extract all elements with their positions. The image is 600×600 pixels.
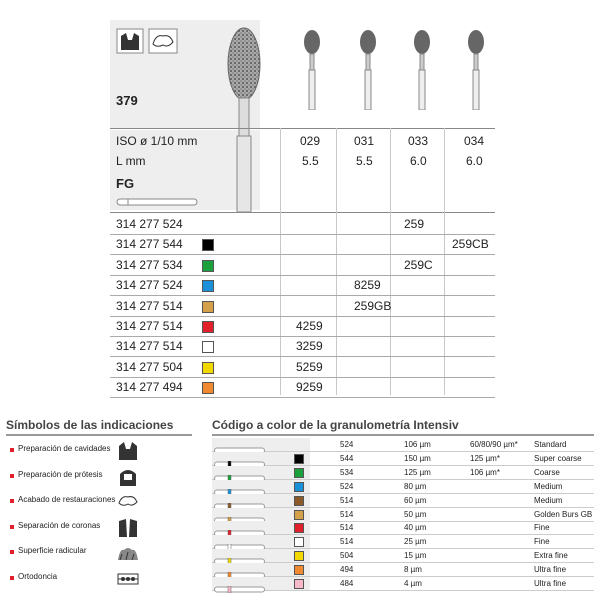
grit-size: 25 µm: [404, 537, 427, 547]
iso-value: 031: [354, 134, 375, 148]
cavity-icon: [116, 28, 144, 54]
iso-value: 029: [300, 134, 321, 148]
bur-shank-icon: [214, 455, 266, 462]
iso-label: ISO ø 1/10 mm: [116, 134, 198, 148]
length-value: 5.5: [356, 154, 373, 168]
product-number: 379: [116, 93, 138, 108]
crown-separation-icon: [116, 515, 140, 539]
grit-color-swatch: [294, 496, 304, 506]
grit-size: 125 µm: [404, 467, 431, 477]
grit-name: Golden Burs GB: [534, 509, 593, 519]
bur-shank-icon: [214, 441, 266, 448]
bullet-icon: [10, 525, 14, 529]
grit-note: 125 µm*: [470, 453, 500, 463]
bur-shank-icon: [214, 511, 266, 518]
product-ref: 314 277 504: [116, 359, 183, 374]
grit-color-swatch: [294, 579, 304, 589]
color-swatch: [202, 260, 214, 272]
grit-color-swatch: [294, 537, 304, 547]
grit-color-swatch: [294, 468, 304, 478]
grit-size: 150 µm: [404, 453, 431, 463]
product-code: 259GB: [354, 298, 392, 313]
color-swatch: [202, 239, 214, 251]
grit-code: 524: [340, 481, 354, 491]
bur-drawing-029: [302, 30, 322, 110]
grit-color-swatch: [294, 510, 304, 520]
grit-size: 50 µm: [404, 509, 427, 519]
product-code: 259C: [404, 257, 433, 272]
product-ref: 314 277 544: [116, 237, 183, 252]
bullet-icon: [10, 474, 14, 478]
grit-name: Medium: [534, 481, 563, 491]
grit-size: 4 µm: [404, 579, 422, 588]
iso-value: 034: [464, 134, 485, 148]
product-code: 8259: [354, 278, 381, 293]
grit-code: 514: [340, 495, 354, 505]
grit-code: 514: [340, 509, 354, 519]
length-value: 6.0: [410, 154, 427, 168]
prosthesis-icon: [116, 464, 140, 488]
product-ref: 314 277 524: [116, 278, 183, 293]
bur-shank-icon: [214, 538, 266, 545]
bullet-icon: [10, 499, 14, 503]
product-code: 4259: [296, 319, 323, 333]
product-code: 259CB: [452, 237, 489, 252]
length-label: L mm: [116, 154, 146, 168]
grit-size: 15 µm: [404, 551, 427, 561]
symbols-title: Símbolos de las indicaciones: [6, 418, 192, 436]
bur-drawing-034: [466, 30, 486, 110]
grit-code: 534: [340, 467, 354, 477]
symbol-label: Acabado de restauraciones: [18, 495, 116, 504]
bur-shank-icon: [214, 483, 266, 490]
grit-note: 106 µm*: [470, 467, 500, 477]
bullet-icon: [10, 448, 14, 452]
bur-shank-icon: [214, 469, 266, 476]
product-code: 5259: [296, 359, 323, 374]
fg-shank-icon: [116, 195, 200, 207]
grit-name: Fine: [534, 523, 550, 533]
bur-drawing-031: [358, 30, 378, 110]
grit-title: Código a color de la granulometría Intensiv: [212, 418, 459, 432]
grit-color-swatch: [294, 454, 304, 464]
finishing-icon: [148, 28, 178, 54]
grit-color-swatch: [294, 551, 304, 561]
symbol-label: Ortodoncia: [18, 571, 58, 581]
length-value: 5.5: [302, 154, 319, 168]
product-code: 259: [404, 217, 425, 231]
symbol-label: Separación de coronas: [18, 520, 101, 530]
product-ref: 314 277 524: [116, 217, 183, 231]
grit-name: Fine: [534, 537, 550, 547]
grit-code: 544: [340, 453, 354, 463]
grit-code: 484: [340, 579, 354, 588]
grit-name: Ultra fine: [534, 579, 567, 588]
color-swatch: [202, 362, 214, 374]
grit-code: 494: [340, 565, 354, 575]
grit-name: Extra fine: [534, 551, 568, 561]
grit-name: Super coarse: [534, 453, 582, 463]
symbol-label: Superficie radicular: [18, 546, 87, 555]
product-ref: 314 277 514: [116, 298, 183, 313]
color-swatch: [202, 382, 214, 394]
grit-code: 514: [340, 537, 354, 547]
bur-large-drawing: [222, 26, 266, 214]
product-code: 3259: [296, 339, 323, 354]
product-ref: 314 277 514: [116, 339, 183, 354]
grit-color-swatch: [294, 565, 304, 575]
cavity-icon: [116, 438, 140, 462]
grit-size: 80 µm: [404, 481, 427, 491]
bullet-icon: [10, 576, 14, 580]
color-swatch: [202, 301, 214, 313]
product-ref: 314 277 514: [116, 319, 183, 333]
grit-note: 60/80/90 µm*: [470, 440, 518, 449]
orthodontics-icon: [116, 566, 140, 590]
grit-name: Ultra fine: [534, 565, 567, 575]
product-code: 9259: [296, 380, 323, 395]
grit-name: Coarse: [534, 467, 560, 477]
grit-code: 524: [340, 440, 354, 449]
bur-shank-icon: [214, 524, 266, 531]
grit-size: 40 µm: [404, 523, 427, 533]
bur-shank-icon: [214, 566, 266, 573]
bur-shank-icon: [214, 580, 266, 587]
fg-label: FG: [116, 176, 135, 191]
root-surface-icon: [116, 540, 140, 564]
iso-value: 033: [408, 134, 429, 148]
grit-code: 504: [340, 551, 354, 561]
grit-code: 514: [340, 523, 354, 533]
grit-color-swatch: [294, 482, 304, 492]
finishing-icon: [116, 489, 140, 513]
bullet-icon: [10, 550, 14, 554]
grit-size: 106 µm: [404, 440, 431, 449]
product-ref: 314 277 494: [116, 380, 183, 395]
grit-size: 60 µm: [404, 495, 427, 505]
bur-shank-icon: [214, 552, 266, 559]
grit-name: Medium: [534, 495, 563, 505]
bur-drawing-033: [412, 30, 432, 110]
color-swatch: [202, 321, 214, 333]
symbol-label: Preparación de prótesis: [18, 469, 103, 479]
length-value: 6.0: [466, 154, 483, 168]
grit-size: 8 µm: [404, 565, 422, 575]
color-swatch: [202, 280, 214, 292]
color-swatch: [202, 341, 214, 353]
grit-color-swatch: [294, 523, 304, 533]
grit-name: Standard: [534, 440, 567, 449]
symbol-label: Preparación de cavidades: [18, 444, 111, 453]
product-ref: 314 277 534: [116, 257, 183, 272]
bur-shank-icon: [214, 497, 266, 504]
